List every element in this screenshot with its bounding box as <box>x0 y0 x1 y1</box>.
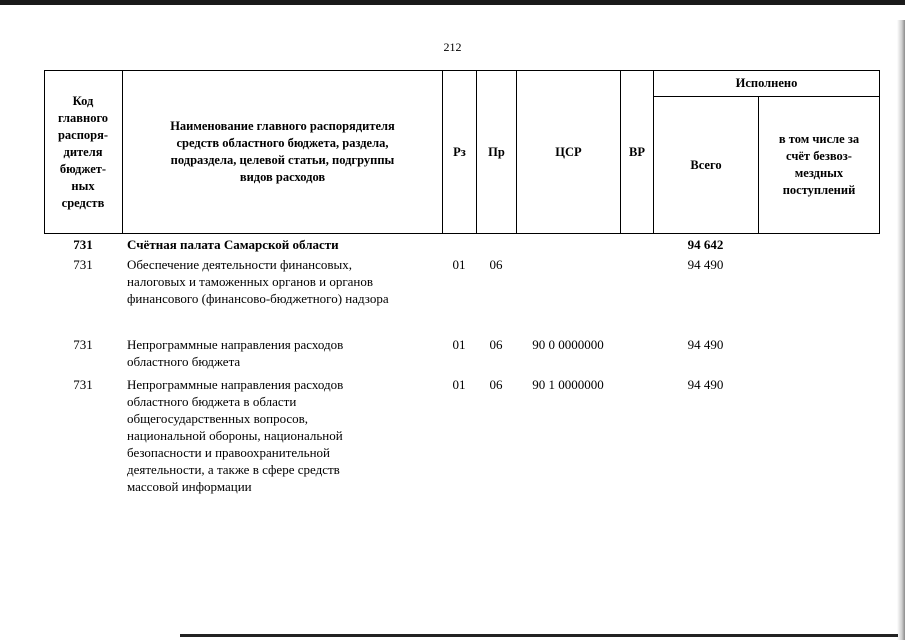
header-code: Код главного распоря- дителя бюджет- ных средств <box>57 93 109 210</box>
header-incl: в том числе за счёт безвоз- мездных поступлений <box>778 132 860 197</box>
header-vr: ВР <box>629 144 645 159</box>
cell-code: 731 <box>73 377 93 392</box>
header-rz: Рз <box>453 144 466 159</box>
header-total: Всего <box>690 157 722 172</box>
cell-name: Непрограммные направления расходов областного бюджета в области общегосударственных вопросов, национальной обороны, национальной безопасности и правоохранительной деятельности, а также в сфере средств массовой информации <box>127 377 344 494</box>
cell-code: 731 <box>73 257 93 272</box>
header-executed: Исполнено <box>735 75 798 90</box>
cell-csr: 90 1 0000000 <box>532 377 604 392</box>
cell-csr: 90 0 0000000 <box>532 337 604 352</box>
cell-pr: 06 <box>489 337 503 352</box>
cell-total: 94 490 <box>687 377 724 392</box>
scan-edge-bottom <box>180 634 898 637</box>
cell-name: Обеспечение деятельности финансовых, налоговых и таможенных органов и органов финансового (финансово-бюджетного) надзора <box>127 257 389 306</box>
cell-rz: 01 <box>452 377 466 392</box>
cell-pr: 06 <box>489 377 503 392</box>
cell-code: 731 <box>73 337 93 352</box>
cell-total: 94 642 <box>687 237 724 252</box>
cell-total: 94 490 <box>687 337 724 352</box>
cell-name: Счётная палата Самарской области <box>127 237 339 252</box>
header-name: Наименование главного распорядителя средств областного бюджета, раздела, подраздела, целевой статьи, подгруппы видов расходов <box>170 119 395 184</box>
cell-code: 731 <box>73 237 93 252</box>
cell-total: 94 490 <box>687 257 724 272</box>
header-pr: Пр <box>488 144 505 159</box>
table-header <box>44 70 880 234</box>
page-number: 212 <box>443 40 462 54</box>
cell-name: Непрограммные направления расходов областного бюджета <box>127 337 344 369</box>
scan-edge-right <box>897 20 905 640</box>
header-border-right <box>879 70 880 234</box>
cell-rz: 01 <box>452 257 466 272</box>
scan-edge-top <box>0 0 905 5</box>
cell-pr: 06 <box>489 257 503 272</box>
header-csr: ЦСР <box>555 144 582 159</box>
cell-rz: 01 <box>452 337 466 352</box>
